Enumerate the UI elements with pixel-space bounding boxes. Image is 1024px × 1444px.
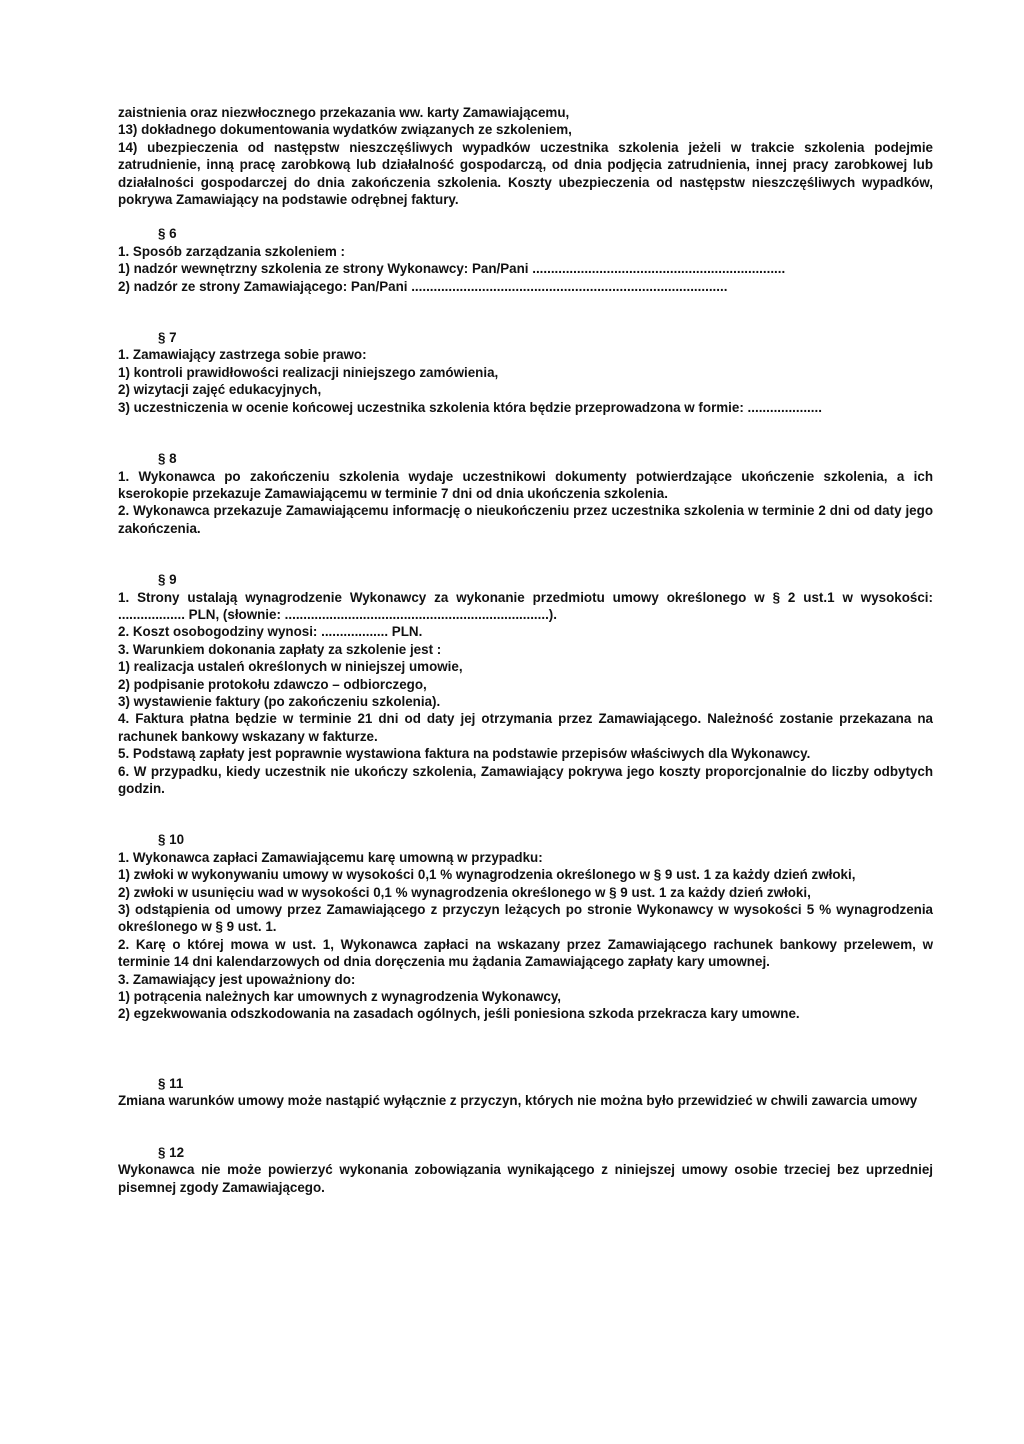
s9-line-8: 5. Podstawą zapłaty jest poprawnie wystawiona faktura na podstawie przepisów właściwych dla Wykonawcy. [118, 746, 811, 762]
s9-line-3: 3. Warunkiem dokonania zapłaty za szkolenie jest : [118, 641, 442, 657]
s9-line-2: 2. Koszt osobogodziny wynosi: .................. PLN. [118, 624, 423, 640]
s9-line-5: 2) podpisanie protokołu zdawczo – odbiorczego, [118, 676, 427, 692]
s10-line-5: 2. Karę o której mowa w ust. 1, Wykonawca zapłaci na wskazany przez Zamawiającego rachunek bankowy przelewem, w terminie 14 dni kalendarzowych od dnia doręczenia mu żądania Zamawiającego zapłaty kary umownej. [118, 936, 933, 970]
s10-line-8: 2) egzekwowania odszkodowania na zasadach ogólnych, jeśli poniesiona szkoda przekracza kary umowne. [118, 1006, 800, 1022]
section-11-heading: § 11 [158, 1075, 184, 1091]
s8-line-2: 2. Wykonawca przekazuje Zamawiającemu informację o nieukończeniu przez uczestnika szkolenia w terminie 2 dni od daty jego zakończenia. [118, 503, 933, 536]
s10-line-3: 2) zwłoki w usunięciu wad w wysokości 0,1 % wynagrodzenia określonego w § 9 ust. 1 za każdy dzień zwłoki, [118, 884, 811, 900]
s10-line-7: 1) potrącenia należnych kar umownych z wynagrodzenia Wykonawcy, [118, 989, 562, 1005]
s12-line-1: Wykonawca nie może powierzyć wykonania zobowiązania wynikającego z niniejszej umowy osobie trzeciej bez uprzedniej pisemnej zgody Zamawiającego. [118, 1162, 933, 1195]
s9-line-6: 3) wystawienie faktury (po zakończeniu szkolenia). [118, 693, 441, 709]
s7-line-3: 2) wizytacji zajęć edukacyjnych, [118, 382, 322, 398]
s7-line-4: 3) uczestniczenia w ocenie końcowej uczestnika szkolenia która będzie przeprowadzona w formie: .................... [118, 399, 822, 415]
s9-line-7: 4. Faktura płatna będzie w terminie 21 dni od daty jej otrzymania przez Zamawiającego. Należność zostanie przekazana na rachunek bankowy wskazany w fakturze. [118, 711, 933, 744]
s6-line-1: 1. Sposób zarządzania szkoleniem : [118, 243, 345, 259]
s10-line-2: 1) zwłoki w wykonywaniu umowy w wysokości 0,1 % wynagrodzenia określonego w § 9 ust. 1 za każdy dzień zwłoki, [118, 867, 856, 883]
s7-line-1: 1. Zamawiający zastrzega sobie prawo: [118, 347, 367, 363]
s11-line-1: Zmiana warunków umowy może nastąpić wyłącznie z przyczyn, których nie można było przewidzieć w chwili zawarcia umowy [118, 1093, 918, 1109]
s7-line-2: 1) kontroli prawidłowości realizacji niniejszego zamówienia, [118, 364, 499, 380]
s6-line-3: 2) nadzór ze strony Zamawiającego: Pan/Pani ..................................................................................... [118, 278, 728, 294]
section-12-heading: § 12 [158, 1144, 185, 1160]
section-10-heading: § 10 [158, 832, 185, 848]
s10-line-6: 3. Zamawiający jest upoważniony do: [118, 971, 356, 987]
document-page [118, 104, 933, 1196]
s9-line-4: 1) realizacja ustaleń określonych w niniejszej umowie, [118, 659, 463, 675]
intro-line-13: 13) dokładnego dokumentowania wydatków związanych ze szkoleniem, [118, 122, 572, 138]
s9-line-9: 6. W przypadku, kiedy uczestnik nie ukończy szkolenia, Zamawiający pokrywa jego koszty proporcjonalnie do liczby odbytych godzin. [118, 763, 933, 796]
section-9-heading: § 9 [158, 572, 177, 588]
s8-line-1: 1. Wykonawca po zakończeniu szkolenia wydaje uczestnikowi dokumenty potwierdzające ukończenie szkolenia, a ich kserokopie przekazuje Zamawiającemu w terminie 7 dni od dnia ukończenia szkolenia. [118, 468, 933, 501]
section-6-heading: § 6 [158, 226, 177, 242]
s10-line-1: 1. Wykonawca zapłaci Zamawiającemu karę umowną w przypadku: [118, 849, 543, 865]
s10-line-4: 3) odstąpienia od umowy przez Zamawiającego z przyczyn leżących po stronie Wykonawcy w wysokości 5 % wynagrodzenia określonego w § 9 ust. 1. [118, 902, 933, 935]
section-7-heading: § 7 [158, 330, 177, 346]
intro-line-1: zaistnienia oraz niezwłocznego przekazania ww. karty Zamawiającemu, [118, 105, 570, 120]
section-8-heading: § 8 [158, 451, 177, 467]
s9-line-1: 1. Strony ustalają wynagrodzenie Wykonawcy za wykonanie przedmiotu umowy określonego w § 2 ust.1 w wysokości: .................. PLN, (słownie: .......................................................................). [118, 589, 933, 622]
s6-line-2: 1) nadzór wewnętrzny szkolenia ze strony Wykonawcy: Pan/Pani .................................................................... [118, 261, 786, 277]
intro-line-14: 14) ubezpieczenia od następstw nieszczęśliwych wypadków uczestnika szkolenia jeżeli w trakcie szkolenia podejmie zatrudnienie, inną pracę zarobkową lub działalność gospodarczą, od dnia podjęcia zatrudnienia, innej pracy zarobkowej lub działalności gospodarczej do dnia zakończenia szkolenia. Koszty ubezpieczenia od następstw nieszczęśliwych wypadków, pokrywa Zamawiający na podstawie odrębnej faktury. [118, 139, 933, 208]
